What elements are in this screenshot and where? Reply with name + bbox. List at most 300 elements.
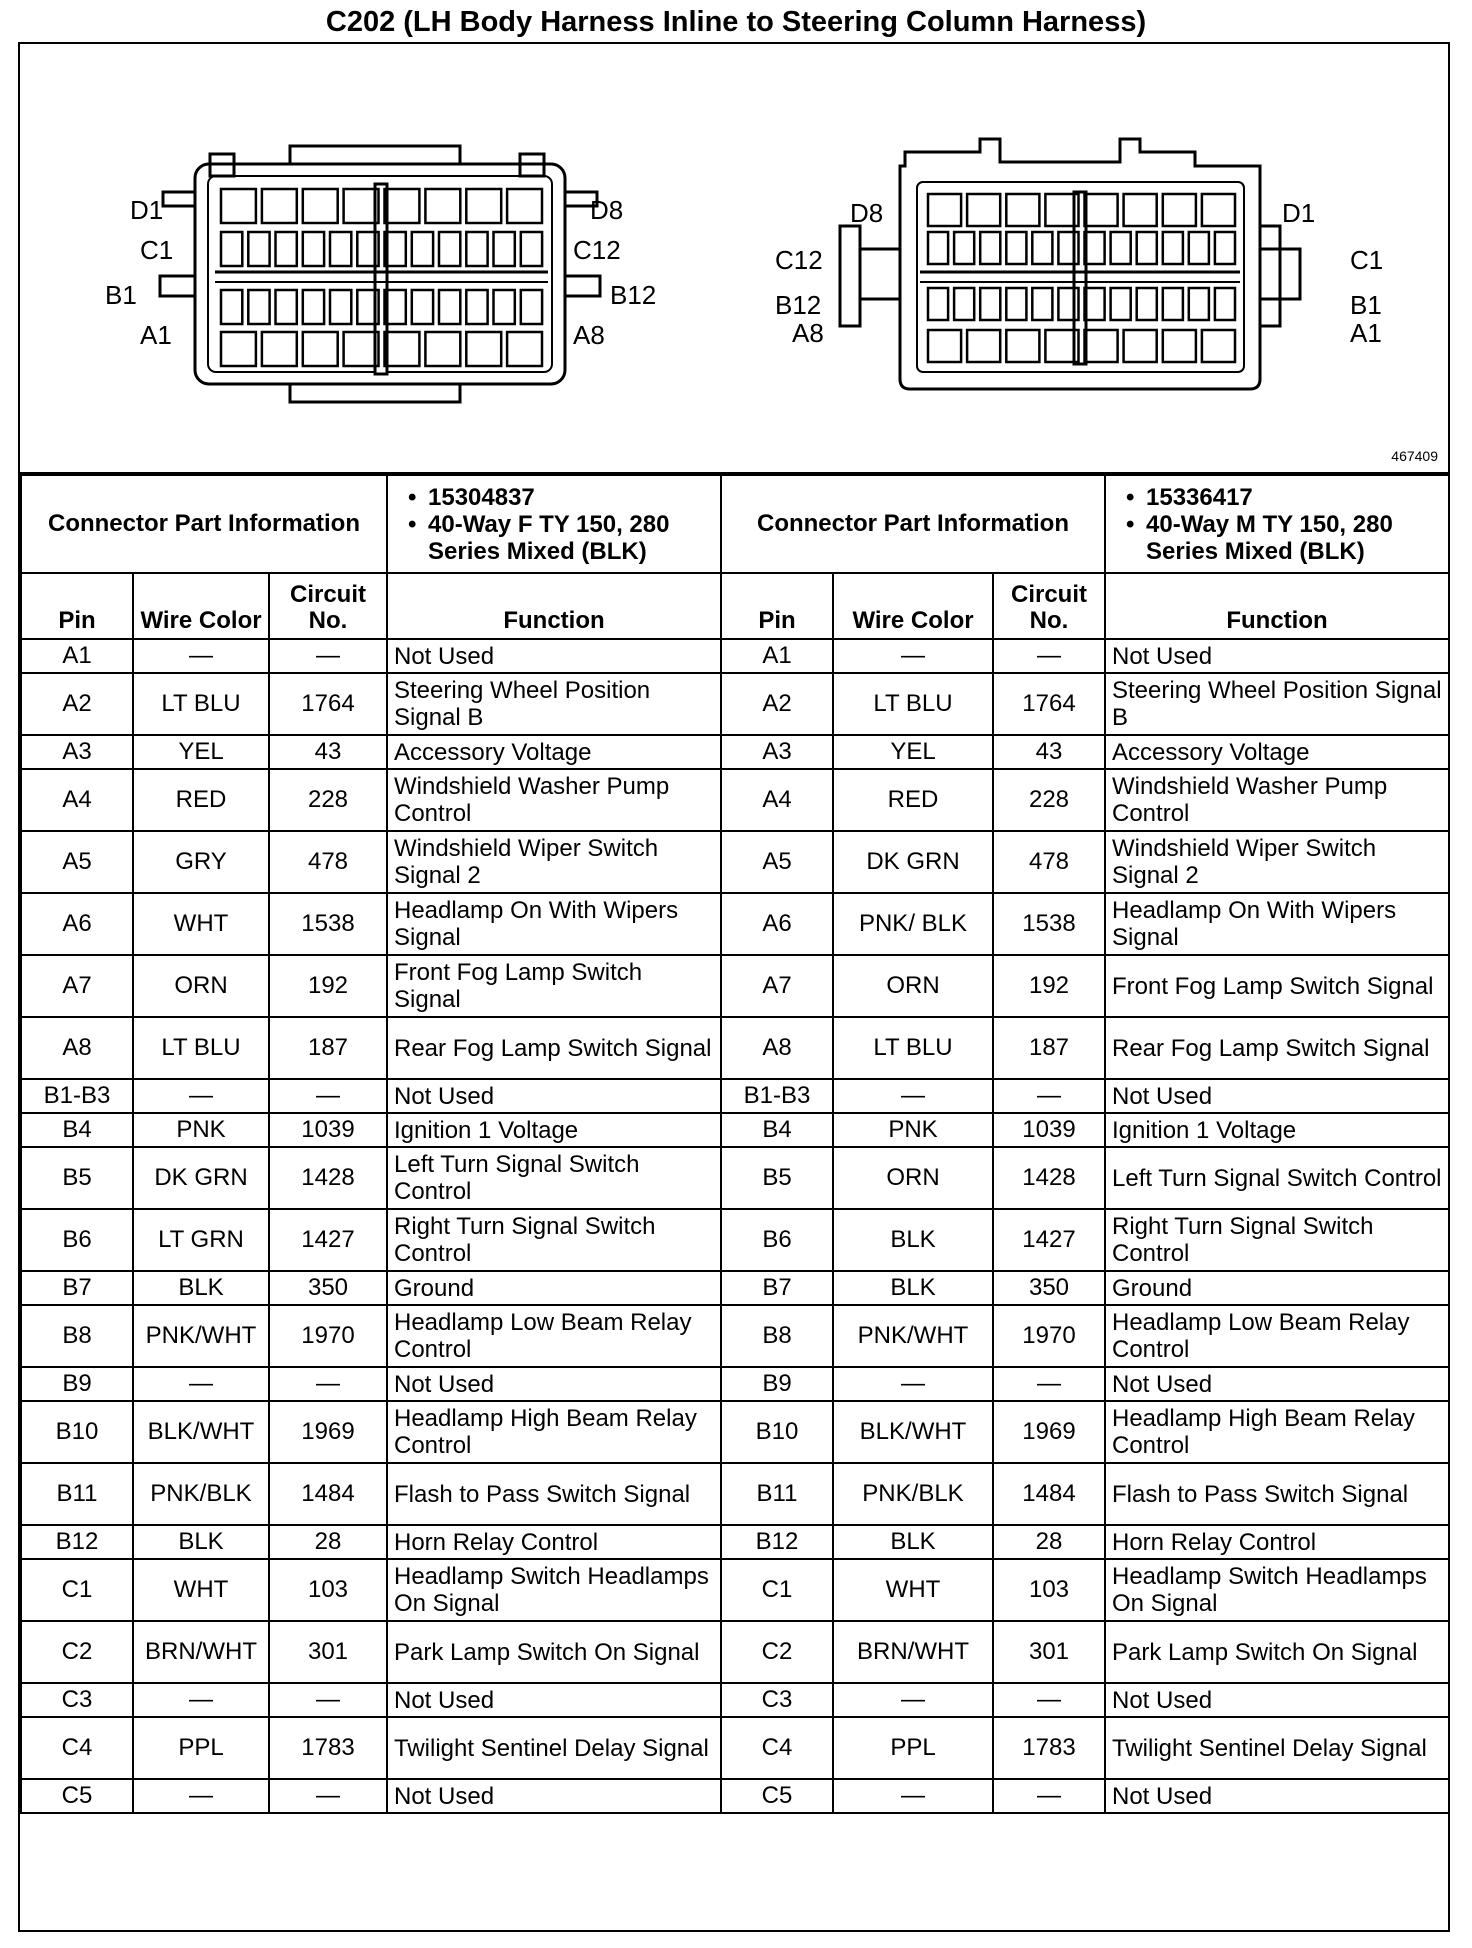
wire-color-cell-left: — xyxy=(133,1779,269,1813)
table-row xyxy=(21,1525,1449,1559)
pin-cell-right: A8 xyxy=(721,1017,833,1079)
cavity-cell xyxy=(1215,232,1235,264)
wire-color-cell-left: — xyxy=(133,1683,269,1717)
wire-color-cell-left: YEL xyxy=(133,735,269,769)
wire-color-cell-left: PNK/BLK xyxy=(133,1463,269,1525)
pin-cell-left: B4 xyxy=(21,1113,133,1147)
table-row xyxy=(21,1463,1449,1525)
cavity-cell xyxy=(1085,288,1105,320)
pin-cell-right: A4 xyxy=(721,769,833,831)
function-cell-right: Windshield Wiper Switch Signal 2 xyxy=(1105,831,1449,893)
cavity-cell xyxy=(980,288,1000,320)
function-cell-right: Not Used xyxy=(1105,1683,1449,1717)
pin-cell-right: B12 xyxy=(721,1525,833,1559)
cavity-cell xyxy=(330,232,351,266)
function-cell-left: Steering Wheel Position Signal B xyxy=(387,673,721,735)
function-cell-right: Left Turn Signal Switch Control xyxy=(1105,1147,1449,1209)
left-label-a8: A8 xyxy=(573,320,605,350)
pin-cell-right: C4 xyxy=(721,1717,833,1779)
cavity-cell xyxy=(1006,232,1026,264)
cavity-cell xyxy=(1163,330,1196,362)
document-frame xyxy=(18,42,1450,1932)
pin-cell-left: A4 xyxy=(21,769,133,831)
cavity-cell xyxy=(928,194,961,226)
function-cell-right: Ignition 1 Voltage xyxy=(1105,1113,1449,1147)
pinout-table-wrap xyxy=(20,474,1448,1814)
cavity-cell xyxy=(1163,288,1183,320)
cavity-cell xyxy=(1124,330,1157,362)
circuit-cell-left: 1970 xyxy=(269,1305,387,1367)
circuit-cell-right: 43 xyxy=(993,735,1105,769)
left-label-c1: C1 xyxy=(140,235,174,265)
pin-cell-left: B10 xyxy=(21,1401,133,1463)
wire-color-cell-left: ORN xyxy=(133,955,269,1017)
part-description-right: 40-Way M TY 150, 280 Series Mixed (BLK) xyxy=(1146,510,1393,565)
header-pin-right: Pin xyxy=(721,573,833,639)
pin-cell-left: A2 xyxy=(21,673,133,735)
cavity-cell xyxy=(221,189,256,223)
wire-color-cell-left: PNK xyxy=(133,1113,269,1147)
cavity-cell xyxy=(425,332,460,366)
cavity-cell xyxy=(262,189,297,223)
pin-cell-right: B10 xyxy=(721,1401,833,1463)
circuit-cell-right: 1427 xyxy=(993,1209,1105,1271)
page-title: C202 (LH Body Harness Inline to Steering Column Harness) xyxy=(325,6,1147,38)
cavity-cell xyxy=(466,189,501,223)
table-row xyxy=(21,955,1449,1017)
circuit-cell-right: — xyxy=(993,1367,1105,1401)
function-cell-left: Headlamp Switch Headlamps On Signal xyxy=(387,1559,721,1621)
wire-color-cell-left: BLK xyxy=(133,1271,269,1305)
cavity-cell xyxy=(1124,194,1157,226)
cavity-cell xyxy=(1085,330,1118,362)
cavity-cell xyxy=(521,290,542,324)
cavity-cell xyxy=(1006,330,1039,362)
wire-color-cell-right: DK GRN xyxy=(833,831,993,893)
cavity-cell xyxy=(466,332,501,366)
function-cell-right: Not Used xyxy=(1105,1079,1449,1113)
wire-color-cell-right: — xyxy=(833,1367,993,1401)
cavity-cell xyxy=(439,290,460,324)
circuit-cell-left: 192 xyxy=(269,955,387,1017)
cavity-cell xyxy=(248,232,269,266)
pin-cell-right: B7 xyxy=(721,1271,833,1305)
circuit-cell-left: 43 xyxy=(269,735,387,769)
pin-cell-left: B11 xyxy=(21,1463,133,1525)
wire-color-cell-right: PNK/WHT xyxy=(833,1305,993,1367)
left-label-a1: A1 xyxy=(140,320,172,350)
circuit-cell-right: 1428 xyxy=(993,1147,1105,1209)
right-label-a8: A8 xyxy=(792,318,824,348)
header-pin-left: Pin xyxy=(21,573,133,639)
pin-cell-left: B7 xyxy=(21,1271,133,1305)
wire-color-cell-left: PNK/WHT xyxy=(133,1305,269,1367)
function-cell-left: Rear Fog Lamp Switch Signal xyxy=(387,1017,721,1079)
function-cell-left: Windshield Wiper Switch Signal 2 xyxy=(387,831,721,893)
part-number-right: 15336417 xyxy=(1146,483,1253,511)
wire-color-cell-right: RED xyxy=(833,769,993,831)
cavity-cell xyxy=(1006,288,1026,320)
figure-id: 467409 xyxy=(1391,448,1438,464)
right-label-c12: C12 xyxy=(775,245,823,275)
function-cell-left: Headlamp Low Beam Relay Control xyxy=(387,1305,721,1367)
pin-cell-left: B5 xyxy=(21,1147,133,1209)
cavity-cell xyxy=(1137,232,1157,264)
circuit-cell-left: — xyxy=(269,1779,387,1813)
wire-color-cell-right: PNK xyxy=(833,1113,993,1147)
circuit-cell-left: 1428 xyxy=(269,1147,387,1209)
right-label-d8: D8 xyxy=(850,198,884,228)
cavity-cell xyxy=(954,288,974,320)
wire-color-cell-left: GRY xyxy=(133,831,269,893)
wire-color-cell-right: YEL xyxy=(833,735,993,769)
left-label-d8: D8 xyxy=(590,195,624,225)
cavity-cell xyxy=(221,332,256,366)
function-cell-right: Not Used xyxy=(1105,1779,1449,1813)
pin-cell-left: A8 xyxy=(21,1017,133,1079)
function-cell-right: Headlamp On With Wipers Signal xyxy=(1105,893,1449,955)
function-cell-right: Steering Wheel Position Signal B xyxy=(1105,673,1449,735)
pin-cell-left: A3 xyxy=(21,735,133,769)
function-cell-right: Ground xyxy=(1105,1271,1449,1305)
cavity-cell xyxy=(1202,194,1235,226)
cavity-cell xyxy=(248,290,269,324)
table-row xyxy=(21,769,1449,831)
wire-color-cell-right: BLK xyxy=(833,1209,993,1271)
circuit-cell-right: — xyxy=(993,1779,1105,1813)
function-cell-left: Twilight Sentinel Delay Signal xyxy=(387,1717,721,1779)
wire-color-cell-right: LT BLU xyxy=(833,1017,993,1079)
circuit-cell-right: 1538 xyxy=(993,893,1105,955)
pin-cell-right: C3 xyxy=(721,1683,833,1717)
function-cell-left: Not Used xyxy=(387,639,721,673)
cavity-cell xyxy=(344,189,379,223)
function-cell-right: Not Used xyxy=(1105,639,1449,673)
wire-color-cell-left: — xyxy=(133,639,269,673)
header-circuit-right: Circuit No. xyxy=(993,573,1105,639)
cavity-cell xyxy=(1006,194,1039,226)
cavity-cell xyxy=(1215,288,1235,320)
table-row xyxy=(21,1271,1449,1305)
cavity-cell xyxy=(928,288,948,320)
wire-color-cell-left: WHT xyxy=(133,893,269,955)
left-label-c12: C12 xyxy=(573,235,621,265)
cavity-cell xyxy=(1189,232,1209,264)
wire-color-cell-left: BRN/WHT xyxy=(133,1621,269,1683)
right-label-a1: A1 xyxy=(1350,318,1382,348)
pin-cell-right: C1 xyxy=(721,1559,833,1621)
circuit-cell-right: 103 xyxy=(993,1559,1105,1621)
cavity-cell xyxy=(303,332,338,366)
circuit-cell-left: 1969 xyxy=(269,1401,387,1463)
wire-color-cell-left: — xyxy=(133,1367,269,1401)
cavity-cell xyxy=(262,332,297,366)
function-cell-left: Park Lamp Switch On Signal xyxy=(387,1621,721,1683)
cavity-cell xyxy=(1163,194,1196,226)
cavity-cell xyxy=(1137,288,1157,320)
header-wire-color-right: Wire Color xyxy=(833,573,993,639)
pin-cell-left: B8 xyxy=(21,1305,133,1367)
cavity-cell xyxy=(1111,232,1131,264)
circuit-cell-left: 1783 xyxy=(269,1717,387,1779)
wire-color-cell-left: LT BLU xyxy=(133,1017,269,1079)
part-description-left: 40-Way F TY 150, 280 Series Mixed (BLK) xyxy=(428,510,670,565)
wire-color-cell-right: BLK/WHT xyxy=(833,1401,993,1463)
table-row xyxy=(21,1209,1449,1271)
circuit-cell-right: 28 xyxy=(993,1525,1105,1559)
circuit-cell-right: 478 xyxy=(993,831,1105,893)
header-function-right: Function xyxy=(1105,573,1449,639)
cavity-cell xyxy=(303,189,338,223)
pin-cell-left: C1 xyxy=(21,1559,133,1621)
table-row xyxy=(21,1367,1449,1401)
function-cell-right: Right Turn Signal Switch Control xyxy=(1105,1209,1449,1271)
circuit-cell-left: — xyxy=(269,1079,387,1113)
cavity-cell xyxy=(928,330,961,362)
cavity-cell xyxy=(967,194,1000,226)
wire-color-cell-right: ORN xyxy=(833,1147,993,1209)
wire-color-cell-right: — xyxy=(833,1079,993,1113)
cavity-cell xyxy=(1032,232,1052,264)
table-row xyxy=(21,1559,1449,1621)
circuit-cell-right: 187 xyxy=(993,1017,1105,1079)
cavity-cell xyxy=(276,290,297,324)
function-cell-right: Park Lamp Switch On Signal xyxy=(1105,1621,1449,1683)
function-cell-right: Not Used xyxy=(1105,1367,1449,1401)
pin-cell-right: B9 xyxy=(721,1367,833,1401)
circuit-cell-left: 301 xyxy=(269,1621,387,1683)
pin-cell-left: A1 xyxy=(21,639,133,673)
function-cell-left: Windshield Washer Pump Control xyxy=(387,769,721,831)
circuit-cell-right: 1969 xyxy=(993,1401,1105,1463)
cavity-cell xyxy=(412,232,433,266)
circuit-cell-right: 301 xyxy=(993,1621,1105,1683)
table-row xyxy=(21,735,1449,769)
pin-cell-right: A2 xyxy=(721,673,833,735)
part-info-left: • 15304837 • 40-Way F TY 150, 280 Series Mixed (BLK) xyxy=(387,475,721,573)
left-label-b12: B12 xyxy=(610,280,657,310)
cavity-cell xyxy=(1085,194,1118,226)
cavity-cell xyxy=(1111,288,1131,320)
cavity-cell xyxy=(1163,232,1183,264)
circuit-cell-right: — xyxy=(993,1683,1105,1717)
table-row xyxy=(21,831,1449,893)
circuit-cell-right: 192 xyxy=(993,955,1105,1017)
pin-cell-left: B6 xyxy=(21,1209,133,1271)
cavity-cell xyxy=(1032,288,1052,320)
pin-cell-left: C5 xyxy=(21,1779,133,1813)
right-connector-face xyxy=(840,139,1300,389)
function-cell-left: Not Used xyxy=(387,1683,721,1717)
cavity-cell xyxy=(466,290,487,324)
cavity-cell xyxy=(303,290,324,324)
cavity-cell xyxy=(1085,232,1105,264)
cavity-cell xyxy=(507,332,542,366)
connector-face-views xyxy=(20,44,1448,472)
pin-cell-right: B5 xyxy=(721,1147,833,1209)
wire-color-cell-left: WHT xyxy=(133,1559,269,1621)
right-label-c1: C1 xyxy=(1350,245,1384,275)
table-row xyxy=(21,1401,1449,1463)
circuit-cell-left: 103 xyxy=(269,1559,387,1621)
pin-cell-left: B9 xyxy=(21,1367,133,1401)
circuit-cell-left: 478 xyxy=(269,831,387,893)
table-row xyxy=(21,1305,1449,1367)
cavity-cell xyxy=(330,290,351,324)
pinout-table xyxy=(20,474,1450,1814)
function-cell-left: Headlamp On With Wipers Signal xyxy=(387,893,721,955)
function-cell-right: Accessory Voltage xyxy=(1105,735,1449,769)
function-cell-left: Accessory Voltage xyxy=(387,735,721,769)
table-row xyxy=(21,639,1449,673)
part-number-left: 15304837 xyxy=(428,483,535,511)
pin-cell-left: B12 xyxy=(21,1525,133,1559)
circuit-cell-right: — xyxy=(993,1079,1105,1113)
cavity-cell xyxy=(221,232,242,266)
wire-color-cell-right: ORN xyxy=(833,955,993,1017)
wire-color-cell-right: WHT xyxy=(833,1559,993,1621)
function-cell-right: Horn Relay Control xyxy=(1105,1525,1449,1559)
circuit-cell-right: 1783 xyxy=(993,1717,1105,1779)
circuit-cell-left: 228 xyxy=(269,769,387,831)
function-cell-left: Front Fog Lamp Switch Signal xyxy=(387,955,721,1017)
cavity-cell xyxy=(1202,330,1235,362)
cavity-cell xyxy=(494,232,515,266)
function-cell-right: Windshield Washer Pump Control xyxy=(1105,769,1449,831)
wire-color-cell-left: LT GRN xyxy=(133,1209,269,1271)
function-cell-right: Headlamp High Beam Relay Control xyxy=(1105,1401,1449,1463)
function-cell-right: Rear Fog Lamp Switch Signal xyxy=(1105,1017,1449,1079)
pin-cell-right: A1 xyxy=(721,639,833,673)
pin-cell-right: C5 xyxy=(721,1779,833,1813)
wire-color-cell-right: — xyxy=(833,639,993,673)
cavity-cell xyxy=(954,232,974,264)
circuit-cell-left: — xyxy=(269,1367,387,1401)
part-info-right: • 15336417 • 40-Way M TY 150, 280 Series Mixed (BLK) xyxy=(1105,475,1449,573)
pin-cell-right: B4 xyxy=(721,1113,833,1147)
function-cell-left: Flash to Pass Switch Signal xyxy=(387,1463,721,1525)
circuit-cell-right: 1764 xyxy=(993,673,1105,735)
circuit-cell-left: 1039 xyxy=(269,1113,387,1147)
circuit-cell-left: 1427 xyxy=(269,1209,387,1271)
connector-diagram xyxy=(20,44,1448,474)
wire-color-cell-left: RED xyxy=(133,769,269,831)
table-row xyxy=(21,1079,1449,1113)
part-info-label-left: Connector Part Information xyxy=(21,475,387,573)
pin-cell-right: B6 xyxy=(721,1209,833,1271)
pin-cell-left: A6 xyxy=(21,893,133,955)
circuit-cell-right: — xyxy=(993,639,1105,673)
cavity-cell xyxy=(928,232,948,264)
function-cell-left: Ignition 1 Voltage xyxy=(387,1113,721,1147)
cavity-cell xyxy=(276,232,297,266)
pin-cell-left: C4 xyxy=(21,1717,133,1779)
wire-color-cell-left: PPL xyxy=(133,1717,269,1779)
circuit-cell-left: 187 xyxy=(269,1017,387,1079)
wire-color-cell-left: — xyxy=(133,1079,269,1113)
function-cell-left: Not Used xyxy=(387,1367,721,1401)
circuit-cell-right: 1970 xyxy=(993,1305,1105,1367)
wire-color-cell-right: LT BLU xyxy=(833,673,993,735)
pin-cell-right: A5 xyxy=(721,831,833,893)
pin-cell-right: A7 xyxy=(721,955,833,1017)
circuit-cell-left: 1484 xyxy=(269,1463,387,1525)
function-cell-right: Flash to Pass Switch Signal xyxy=(1105,1463,1449,1525)
table-row xyxy=(21,1717,1449,1779)
wire-color-cell-right: PNK/ BLK xyxy=(833,893,993,955)
function-cell-left: Not Used xyxy=(387,1079,721,1113)
table-row xyxy=(21,673,1449,735)
wire-color-cell-right: — xyxy=(833,1683,993,1717)
wire-color-cell-left: DK GRN xyxy=(133,1147,269,1209)
pin-cell-right: B8 xyxy=(721,1305,833,1367)
circuit-cell-left: 1538 xyxy=(269,893,387,955)
wire-color-cell-right: BLK xyxy=(833,1525,993,1559)
right-label-d1: D1 xyxy=(1282,198,1316,228)
table-row xyxy=(21,1017,1449,1079)
cavity-cell xyxy=(466,232,487,266)
table-row xyxy=(21,893,1449,955)
right-label-b1: B1 xyxy=(1350,290,1382,320)
table-row xyxy=(21,1621,1449,1683)
cavity-cell xyxy=(221,290,242,324)
part-info-label-right: Connector Part Information xyxy=(721,475,1105,573)
header-wire-color-left: Wire Color xyxy=(133,573,269,639)
pin-cell-right: C2 xyxy=(721,1621,833,1683)
function-cell-right: Headlamp Switch Headlamps On Signal xyxy=(1105,1559,1449,1621)
wire-color-cell-left: LT BLU xyxy=(133,673,269,735)
wire-color-cell-left: BLK/WHT xyxy=(133,1401,269,1463)
function-cell-left: Headlamp High Beam Relay Control xyxy=(387,1401,721,1463)
circuit-cell-left: 1764 xyxy=(269,673,387,735)
circuit-cell-left: 350 xyxy=(269,1271,387,1305)
function-cell-left: Left Turn Signal Switch Control xyxy=(387,1147,721,1209)
function-cell-left: Not Used xyxy=(387,1779,721,1813)
cavity-cell xyxy=(1189,288,1209,320)
part-info-row xyxy=(21,475,1449,573)
circuit-cell-left: 28 xyxy=(269,1525,387,1559)
cavity-cell xyxy=(425,189,460,223)
cavity-cell xyxy=(439,232,460,266)
cavity-cell xyxy=(507,189,542,223)
cavity-cell xyxy=(385,189,420,223)
circuit-cell-left: — xyxy=(269,639,387,673)
cavity-cell xyxy=(967,330,1000,362)
cavity-cell xyxy=(303,232,324,266)
circuit-cell-right: 228 xyxy=(993,769,1105,831)
table-row xyxy=(21,1779,1449,1813)
pin-cell-left: B1-B3 xyxy=(21,1079,133,1113)
function-cell-left: Horn Relay Control xyxy=(387,1525,721,1559)
pin-cell-left: A5 xyxy=(21,831,133,893)
function-cell-right: Headlamp Low Beam Relay Control xyxy=(1105,1305,1449,1367)
table-row xyxy=(21,1683,1449,1717)
circuit-cell-right: 350 xyxy=(993,1271,1105,1305)
function-cell-right: Twilight Sentinel Delay Signal xyxy=(1105,1717,1449,1779)
pin-cell-right: A3 xyxy=(721,735,833,769)
wire-color-cell-right: BRN/WHT xyxy=(833,1621,993,1683)
wire-color-cell-right: BLK xyxy=(833,1271,993,1305)
table-row xyxy=(21,1113,1449,1147)
wire-color-cell-right: — xyxy=(833,1779,993,1813)
header-function-left: Function xyxy=(387,573,721,639)
left-connector-face xyxy=(160,146,600,402)
wire-color-cell-right: PNK/BLK xyxy=(833,1463,993,1525)
circuit-cell-right: 1484 xyxy=(993,1463,1105,1525)
function-cell-left: Right Turn Signal Switch Control xyxy=(387,1209,721,1271)
wire-color-cell-left: BLK xyxy=(133,1525,269,1559)
left-label-d1: D1 xyxy=(130,195,164,225)
